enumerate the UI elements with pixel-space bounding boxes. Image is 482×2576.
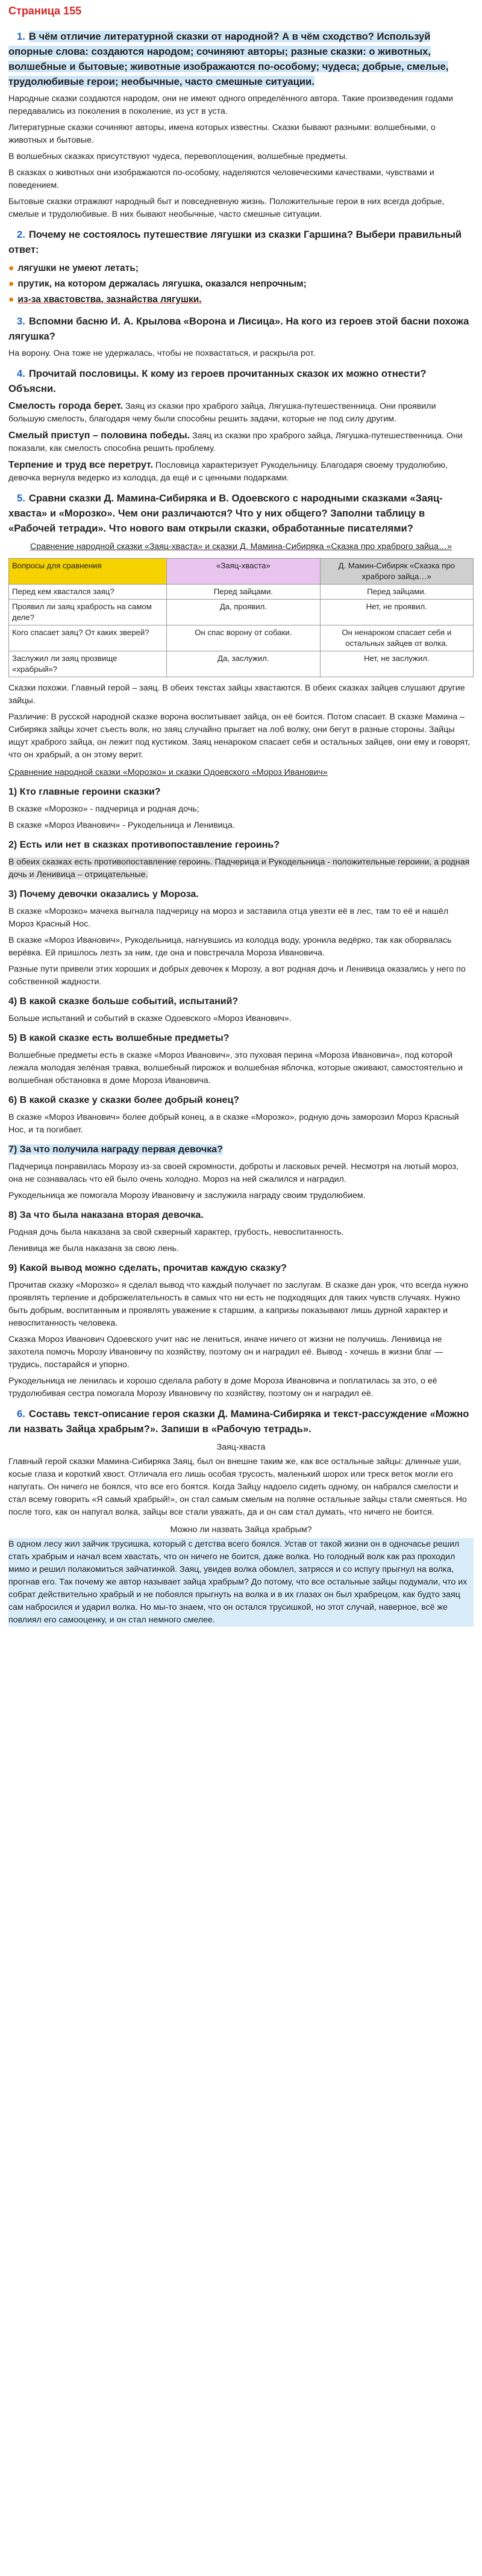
subquestion: 6) В какой сказке у сказки более добрый конец?: [8, 1095, 240, 1105]
subquestion: 4) В какой сказке больше событий, испытаний?: [8, 996, 239, 1007]
proverb-paragraph: Смелость города берет. Заяц из сказки про храброго зайца, Лягушка-путешественница. Они проявили большую смелость, благодаря чему были способны решить задачи, которые не под силу другим.: [8, 401, 436, 424]
comparison-table: [8, 558, 474, 677]
proverb-paragraph: Смелый приступ – половина победы. Заяц из сказки про храброго зайца, Лягушка-путешественница. Они показали, как смелость способна решить проблему.: [8, 430, 463, 453]
question-number: 4.: [17, 368, 25, 379]
question-number: 5.: [17, 492, 25, 504]
table-cell: Перед зайцами.: [320, 585, 473, 600]
answer-paragraph: Больше испытаний и событий в сказке Одоевского «Мороз Иванович».: [8, 1014, 292, 1023]
question-4: [8, 366, 474, 396]
table-cell: Проявил ли заяц храбрость на самом деле?: [9, 600, 167, 625]
answer-paragraph: Литературные сказки сочиняют авторы, имена которых известны. Сказки бывают разными: волшебными, о животных и бытовые.: [8, 123, 436, 145]
table-cell: Перед зайцами.: [167, 585, 320, 600]
table-cell: Заслужил ли заяц прозвище «храбрый»?: [9, 651, 167, 677]
option-item: ● прутик, на котором держалась лягушка, оказался непрочным;: [8, 279, 307, 289]
answer-paragraph: В сказке «Морозко» - падчерица и родная дочь;: [8, 804, 199, 814]
answer-paragraph: В сказке «Мороз Иванович» более добрый конец, а в сказке «Морозко», родную дочь заморозил Мороз Красный Нос, и та погибает.: [8, 1113, 459, 1135]
table-row: [9, 600, 474, 625]
subquestion: 5) В какой сказке есть волшебные предметы?: [8, 1033, 230, 1043]
answer-paragraph: В сказках о животных они изображаются по-особому, наделяются человеческими качествами, чувствами и поведением.: [8, 168, 434, 190]
answer-paragraph: Сказки похожи. Главный герой – заяц. В обеих текстах зайцы хвастаются. В обеих сказках зайцев слушают другие зайцы.: [8, 683, 465, 706]
table-cell: Да, проявил.: [167, 600, 320, 625]
section-caption: Сравнение народной сказки «Морозко» и сказки Одоевского «Мороз Иванович»: [8, 768, 328, 777]
table-cell: Нет, не проявил.: [320, 600, 473, 625]
question-text: В чём отличие литературной сказки от народной? А в чём сходство? Используй опорные слова: создаются народом; сочиняют авторы; разные сказки: о животных, волшебные и бытовые; животные изображаются по-особому; чудеса; добрые, смелые, трудолюбивые герои; необычные, часто смешные ситуации.: [8, 31, 449, 87]
question-2: [8, 227, 474, 257]
answer-paragraph: Различие: В русской народной сказке ворона воспитывает зайца, он её боится. Потом спасает. В сказке Мамина – Сибиряка зайцы хочет съесть волк, но заяц случайно прыгает на лоб волку, они бегут в разные стороны. Зайцы ищут храброго зайца, он лежит под кустиком. Заяц ненароком спасает себя и остальных зайцев, они ему и говорят, что он храбрый, а он этому верит.: [8, 712, 470, 760]
subquestion: 3) Почему девочки оказались у Мороза.: [8, 889, 199, 899]
answer-paragraph: В сказке «Морозко» мачеха выгнала падчерицу на мороз и заставила отца увезти её в лес, там то её и нашёл Мороз Красный Нос.: [8, 907, 449, 929]
answer-paragraph: Бытовые сказки отражают народный быт и повседневную жизнь. Положительные герои в них всегда добрые, смелые и трудолюбивые. В них бывают необычные, часто смешные ситуации.: [8, 197, 445, 219]
page-title: Страница 155: [8, 5, 82, 17]
subquestion: 7) За что получила награду первая девочка?: [8, 1144, 223, 1155]
answer-paragraph: В волшебных сказках присутствуют чудеса, перевоплощения, волшебные предметы.: [8, 152, 348, 161]
table-row: [9, 585, 474, 600]
answer-paragraph: Ленивица же была наказана за свою лень.: [8, 1244, 179, 1253]
question-number: 2.: [17, 229, 25, 240]
essay-paragraph: В одном лесу жил зайчик трусишка, который с детства всего боялся. Устав от такой жизни он в одночасье решил стать храбрым и начал всем хвастать, что он ничего не боится, даже волка. Но голодный волк как раз проходил мимо и решил полакомиться зайчатинкой. Заяц, увидев волка обомлел, затрясся и со испугу прыгнул на волка, прогнав его. Так почему же автор называет зайца храбрым? До потому, что все остальные зайцы подумали, что их собрат действительно храбрый и не побоялся прыгнуть на волка и в их глазах он был храбрецом, как будто заяц сам набросился и ударил волка. Но мы-то знаем, что он остался трусишкой, но этот случай, наверное, всё же повлиял его самооценку, и он стал немного смелее.: [8, 1538, 474, 1627]
option-item: ● лягушки не умеют летать;: [8, 263, 139, 273]
answer-paragraph: Волшебные предметы есть в сказке «Мороз Иванович», это пуховая перина «Мороза Ивановича», под которой лежала молодая зелёная травка, волшебный пирожок и волшебная яблочка, которые оживают, самостоятельно и волшебная обстановка в доме Мороза Ивановича.: [8, 1051, 463, 1085]
question-text: Вспомни басню И. А. Крылова «Ворона и Лисица». На кого из героев этой басни похожа лягушка?: [8, 315, 469, 342]
answer-paragraph: Родная дочь была наказана за свой скверный характер, грубость, невоспитанность.: [8, 1227, 344, 1237]
table-caption: Сравнение народной сказки «Заяц-хваста» и сказки Д. Мамина-Сибиряка «Сказка про храброго зайца…»: [30, 542, 452, 551]
answer-paragraph: Народные сказки создаются народом, они не имеют одного определённого автора. Такие произведения годами передавались из поколения в поколение, из уст в уста.: [8, 94, 454, 116]
table-header-cell: «Заяц-хваста»: [167, 559, 320, 585]
table-header-row: [9, 559, 474, 585]
essay-paragraph: Главный герой сказки Мамина-Сибиряка Заяц, был он внешне таким же, как все остальные зайцы: длинные уши, косые глаза и короткий хвост. Отличала его лишь особая трусость, маленький шорох или треск веток могли его напугать. Он ничего не боялся, что все его боятся. Когда Зайцу надоело сидеть одному, он набрался смелости и стал всему говорить «Я самый храбрый!», он стал самым смелым на поляне остальные зайцы стали смеяться. Но после того, как он напугал волка, зайцы все стали уважать, да и он сам стал думать, что ничего не боится.: [8, 1457, 467, 1517]
proverb-paragraph: Терпение и труд все перетрут. Пословица характеризует Рукодельницу. Благодаря своему трудолюбию, девочка вернула ведерко из колодца, да ещё и с ценными подарками.: [8, 460, 448, 483]
answer-paragraph: Прочитав сказку «Морозко» я сделал вывод что каждый получает по заслугам. В сказке дан урок, что всегда нужно проявлять терпение и доброжелательность в самых что ни есть не подходящих для таких чувств случаях. Нужно быть добрым, воспитанным и проявлять уважение к старшим, а капризы показывают лишь дурной характер и невоспитанность человека.: [8, 1280, 469, 1328]
bullet-icon: ●: [8, 279, 14, 289]
answer-paragraph: В обеих сказках есть противопоставление героинь. Падчерица и Рукодельница - положительные героини, а родная дочь и Ленивица – отрицательные.: [8, 857, 470, 880]
table-row: [9, 651, 474, 677]
question-3: [8, 314, 474, 344]
option-item-correct: ● из-за хвастовства, зазнайства лягушки.: [8, 294, 202, 305]
subquestion: 1) Кто главные героини сказки?: [8, 787, 161, 797]
bullet-icon: ●: [8, 294, 14, 305]
table-header-cell: Вопросы для сравнения: [9, 559, 167, 585]
subquestion: 2) Есть или нет в сказках противопоставление героинь?: [8, 840, 280, 850]
question-number: 6.: [17, 1408, 25, 1420]
question-number: 3.: [17, 315, 25, 327]
answer-paragraph: В сказке «Мороз Иванович» - Рукодельница и Ленивица.: [8, 821, 235, 830]
table-cell: Он спас ворону от собаки.: [167, 625, 320, 651]
table-cell: Перед кем хвастался заяц?: [9, 585, 167, 600]
answer-paragraph: Сказка Мороз Иванович Одоевского учит нас не лениться, иначе ничего от жизни не получишь. Ленивица не захотела помочь Морозу Ивановичу по хозяйству, поэтому он и наградил её. Вывод - хочешь в жизни благ — трудись, постарайся и упорно.: [8, 1335, 443, 1370]
question-text: Сравни сказки Д. Мамина-Сибиряка и В. Одоевского с народными сказками «Заяц-хваста» и «Морозко». Чем они различаются? Что у них общего? Заполни таблицу в «Рабочей тетради». Что нового вам открыли сказки, обработанные писателями?: [8, 492, 443, 534]
answer-paragraph: Рукодельница не ленилась и хорошо сделала работу в доме Мороза Ивановича и поплатилась за это, о её трудолюбивая сестра помогала Морозу Ивановичу по хозяйству, поэтому он и наградил её.: [8, 1376, 437, 1398]
table-cell: Кого спасает заяц? От каких зверей?: [9, 625, 167, 651]
subquestion: 9) Какой вывод можно сделать, прочитав каждую сказку?: [8, 1263, 287, 1273]
answer-paragraph: Падчерица понравилась Морозу из-за своей скромности, доброты и ласковых речей. Несмотря на лютый мороз, она не сознавалась что ей было очень холодно. Мороз на ней сжалился и наградил.: [8, 1162, 459, 1184]
question-text: Прочитай пословицы. К кому из героев прочитанных сказок их можно отнести? Объясни.: [8, 368, 427, 394]
bullet-icon: ●: [8, 263, 14, 273]
option-list: [8, 261, 474, 308]
essay-title: Заяц-хваста: [216, 1442, 266, 1452]
question-text: Почему не состоялось путешествие лягушки из сказки Гаршина? Выбери правильный ответ:: [8, 229, 462, 255]
essay-title: Можно ли назвать Зайца храбрым?: [170, 1525, 312, 1535]
subquestion: 8) За что была наказана вторая девочка.: [8, 1210, 204, 1220]
question-5: [8, 491, 474, 536]
question-6: [8, 1406, 474, 1436]
table-header-cell: Д. Мамин-Сибиряк «Сказка про храброго зайца…»: [320, 559, 473, 585]
table-row: [9, 625, 474, 651]
table-cell: Да, заслужил.: [167, 651, 320, 677]
answer-paragraph: Разные пути привели этих хороших и добрых девочек к Морозу, а вот родная дочь и Ленивица оказались у него по собственной жадности.: [8, 964, 466, 987]
table-cell: Он ненароком спасает себя и остальных зайцев от волка.: [320, 625, 473, 651]
answer-paragraph: В сказке «Мороз Иванович», Рукодельница, нагнувшись из колодца воду, уронила ведёрко, так как оборвалась верёвка. Ей пришлось лезть за ним, где она и повстречала Мороза Ивановича.: [8, 936, 452, 958]
answer-paragraph: На ворону. Она тоже не удержалась, чтобы не похвастаться, и раскрыла рот.: [8, 349, 316, 358]
question-number: 1.: [17, 31, 25, 42]
question-text: Составь текст-описание героя сказки Д. Мамина-Сибиряка и текст-рассуждение «Можно ли назвать Зайца храбрым?». Запиши в «Рабочую тетрадь».: [8, 1408, 469, 1435]
question-1: [8, 29, 474, 89]
answer-paragraph: Рукодельница же помогала Морозу Ивановичу и заслужила награду своим трудолюбием.: [8, 1191, 366, 1200]
table-cell: Нет, не заслужил.: [320, 651, 473, 677]
